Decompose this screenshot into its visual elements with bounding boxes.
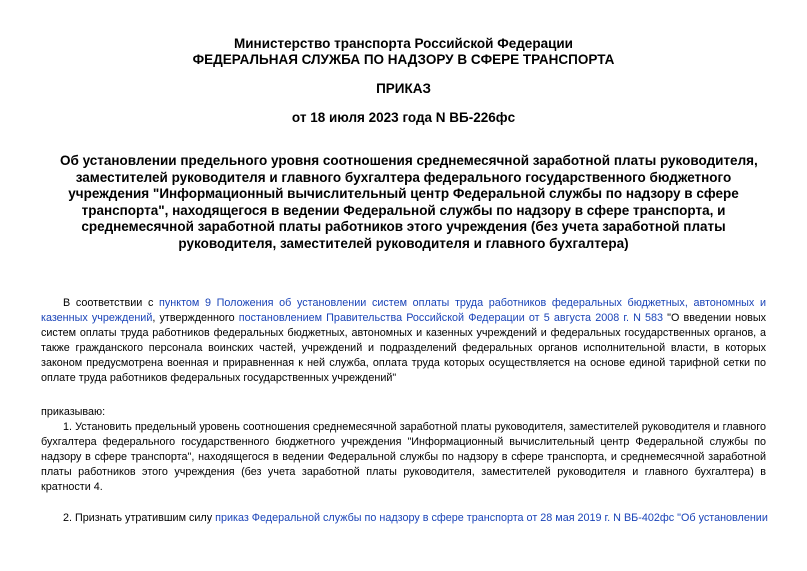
preamble-text: , утвержденного <box>152 312 239 324</box>
preamble-line: систем оплаты труда работников федеральных бюджетных, автономных и казенных учреждений и федеральных государственных органов, а <box>41 327 766 339</box>
ministry-name: Министерство транспорта Российской Федерации <box>234 36 573 51</box>
document-title <box>60 153 758 252</box>
title-line: среднемесячной заработной платы работников этого учреждения (без учета заработной платы <box>81 219 726 234</box>
regulation-link[interactable]: казенных учреждений <box>41 312 153 324</box>
orders-word: приказываю: <box>41 406 106 418</box>
repealed-order-link[interactable]: приказ Федеральной службы по надзору в сфере транспорта от 28 мая 2019 г. N ВБ-402фс "Об установлении <box>215 512 768 524</box>
item-1-line: 1. Установить предельный уровень соотношения среднемесячной заработной платы руководителя, заместителей руководителя и главного <box>63 421 766 433</box>
item-1-line: надзору в сфере транспорта", находящегося в ведении Федеральной службы по надзору в сфере транспорта, и среднемесячной заработной <box>41 451 766 463</box>
preamble-text: "О введении новых <box>663 312 766 324</box>
preamble-line <box>41 311 766 325</box>
item-2-line <box>63 511 768 525</box>
service-name: ФЕДЕРАЛЬНАЯ СЛУЖБА ПО НАДЗОРУ В СФЕРЕ ТРАНСПОРТА <box>192 52 615 67</box>
regulation-link[interactable]: пунктом 9 Положения об установлении систем оплаты труда работников федеральных бюджетных, автономных и <box>159 297 766 309</box>
title-line: руководителя, заместителей руководителя и главного бухгалтера) <box>178 235 629 251</box>
preamble-text: В соответствии с <box>63 297 160 309</box>
document-date-number: от 18 июля 2023 года N ВБ-226фс <box>291 110 516 125</box>
title-line: транспорта", находящегося в ведении Федеральной службы по надзору в сфере транспорта, и <box>81 202 726 218</box>
item-2-text: 2. Признать утратившим силу <box>63 512 216 524</box>
item-1-line: бухгалтера федерального государственного бюджетного учреждения "Информационный вычислительный центр Федеральной службы по <box>41 436 766 448</box>
preamble-line <box>63 296 766 310</box>
preamble-line: законом предусмотрена военная и приравненная к ней служба, оплата труда которых осуществляется на основе единой тарифной сетки по <box>41 357 766 369</box>
preamble-line: оплате труда работников федеральных государственных учреждений" <box>41 372 397 384</box>
document-type: ПРИКАЗ <box>376 81 431 96</box>
item-1-line: кратности 4. <box>41 481 103 493</box>
resolution-link[interactable]: постановлением Правительства Российской Федерации от 5 августа 2008 г. N 583 <box>238 312 664 324</box>
item-1-line: платы работников этого учреждения (без учета заработной платы руководителя, заместителей руководителя и главного бухгалтера) в <box>41 466 766 478</box>
title-line: учреждения "Информационный вычислительный центр Федеральной службы по надзору в сфере <box>68 186 739 201</box>
title-line: Об установлении предельного уровня соотношения среднемесячной заработной платы руководителя, <box>60 153 758 168</box>
title-line: заместителей руководителя и главного бухгалтера федерального государственного бюджетного <box>75 169 732 185</box>
preamble-line: также гражданского персонала воинских частей, учреждений и подразделений федеральных органов исполнительной власти, в которых <box>41 342 766 354</box>
